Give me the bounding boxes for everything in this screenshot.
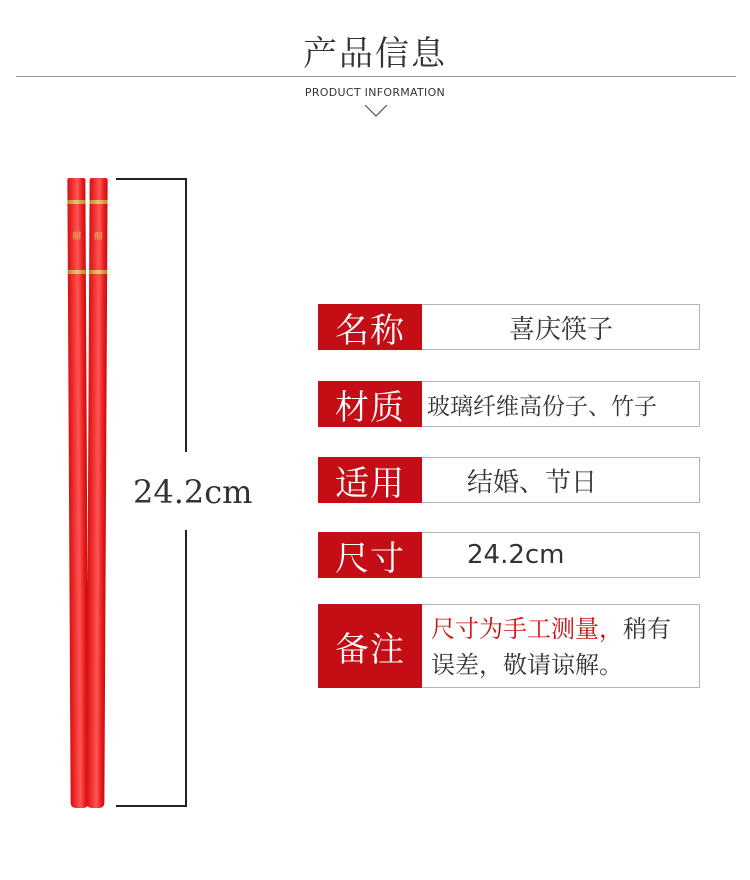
measure-bracket-bottom	[116, 805, 186, 807]
spec-row-material	[318, 381, 700, 427]
chevron-down-icon	[364, 104, 388, 118]
spec-label: 适用	[318, 457, 422, 503]
measure-line-upper	[185, 178, 187, 452]
spec-row-name	[318, 304, 700, 350]
spec-row-usage	[318, 457, 700, 503]
spec-value: 喜庆筷子	[508, 314, 613, 345]
spec-value: 24.2cm	[467, 540, 565, 570]
gold-band	[67, 200, 85, 204]
double-happiness-mark: 囍	[93, 231, 103, 243]
chopstick-right	[86, 178, 107, 808]
double-happiness-mark: 囍	[72, 231, 82, 243]
spec-value: 结婚、节日	[467, 467, 598, 498]
spec-label: 备注	[318, 604, 422, 688]
note-rest: 稍有误差，敬请谅解。	[431, 615, 671, 679]
spec-row-size	[318, 532, 700, 578]
spec-label: 尺寸	[318, 532, 422, 578]
gold-band	[68, 270, 86, 274]
header-divider	[16, 76, 736, 77]
note-highlight: 尺寸为手工测量，	[431, 615, 623, 643]
spec-label: 名称	[318, 304, 422, 350]
page-title: 产品信息	[303, 34, 447, 74]
gold-band	[90, 200, 108, 204]
measure-line-lower	[185, 530, 187, 807]
measure-bracket-top	[116, 178, 186, 180]
page-subtitle: PRODUCT INFORMATION	[304, 86, 446, 99]
measure-label: 24.2cm	[133, 473, 253, 511]
spec-row-note	[318, 604, 700, 688]
chopstick-left	[67, 178, 88, 808]
gold-band	[89, 270, 107, 274]
spec-value	[423, 605, 699, 687]
spec-label: 材质	[318, 381, 422, 427]
spec-value: 玻璃纤维高份子、竹子	[427, 393, 657, 420]
